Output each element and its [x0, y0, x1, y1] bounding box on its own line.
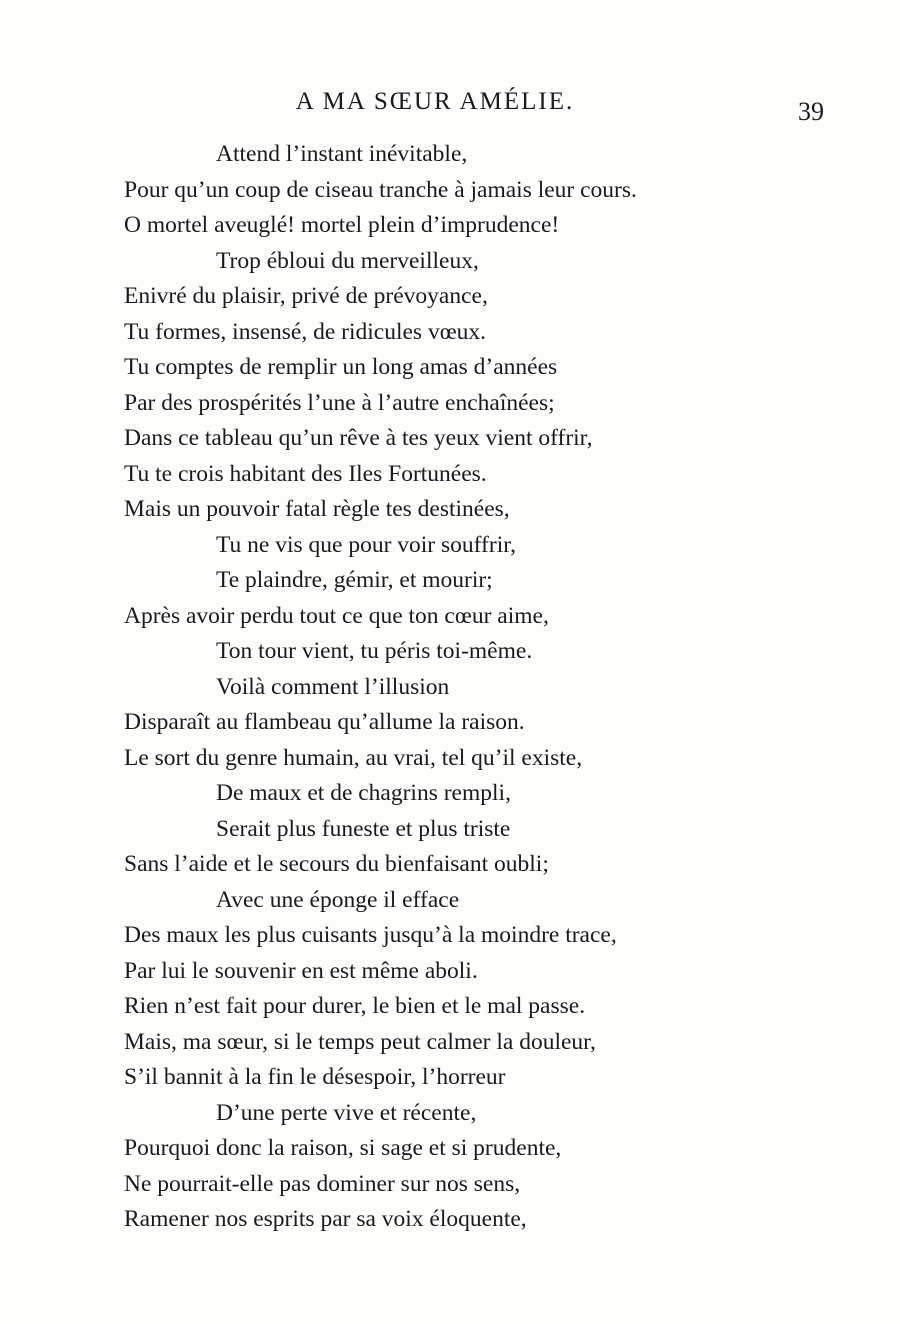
verse-line: Par lui le souvenir en est même aboli. [124, 957, 478, 984]
verse-line: Ramener nos esprits par sa voix éloquente, [124, 1206, 527, 1232]
verse-line: Disparaît au flambeau qu’allume la raison. [124, 709, 525, 735]
verse-line: Ne pourrait-elle pas dominer sur nos sens, [124, 1170, 521, 1197]
verse-line: Attend l’instant inévitable, [216, 141, 468, 167]
verse-line: Pour qu’un coup de ciseau tranche à jamais leur cours. [124, 176, 637, 203]
verse-line: Voilà comment l’illusion [216, 673, 450, 700]
verse-line: O mortel aveuglé! mortel plein d’imprudence! [124, 212, 560, 238]
verse-line: Mais un pouvoir fatal règle tes destinées, [124, 496, 510, 522]
verse-line: Avec une éponge il efface [216, 886, 460, 913]
verse-line: Tu te crois habitant des Iles Fortunées. [124, 460, 487, 487]
verse-line: Trop ébloui du merveilleux, [216, 247, 479, 274]
verse-line: Te plaindre, gémir, et mourir; [216, 567, 493, 593]
verse-line: Enivré du plaisir, privé de prévoyance, [124, 283, 488, 309]
verse-line: Des maux les plus cuisants jusqu’à la moindre trace, [124, 922, 617, 948]
verse-line: S’il bannit à la fin le désespoir, l’horreur [124, 1064, 506, 1090]
verse-line: Ton tour vient, tu péris toi-même. [216, 638, 533, 664]
verse-line: Dans ce tableau qu’un rêve à tes yeux vient offrir, [124, 425, 593, 451]
verse-line: Mais, ma sœur, si le temps peut calmer la douleur, [124, 1028, 596, 1055]
verse-line: Tu comptes de remplir un long amas d’années [124, 354, 558, 380]
verse-line: Serait plus funeste et plus triste [216, 815, 511, 842]
verse-line: Par des prospérités l’une à l’autre enchaînées; [124, 389, 555, 416]
verse-line: Sans l’aide et le secours du bienfaisant oubli; [124, 851, 549, 877]
verse-line: Tu formes, insensé, de ridicules vœux. [124, 318, 487, 345]
verse-line: Après avoir perdu tout ce que ton cœur aime, [124, 602, 549, 629]
page-number: 39 [798, 97, 824, 126]
verse-line: De maux et de chagrins rempli, [216, 780, 511, 806]
running-title: A MA SŒUR AMÉLIE. [295, 88, 575, 115]
verse-line: Tu ne vis que pour voir souffrir, [216, 531, 516, 558]
verse-line: Pourquoi donc la raison, si sage et si prudente, [124, 1135, 562, 1161]
verse-line: Le sort du genre humain, au vrai, tel qu’il existe, [124, 744, 583, 771]
verse-line: Rien n’est fait pour durer, le bien et le mal passe. [124, 993, 586, 1019]
poem-verse [0, 137, 900, 1238]
verse-line: D’une perte vive et récente, [216, 1099, 477, 1126]
